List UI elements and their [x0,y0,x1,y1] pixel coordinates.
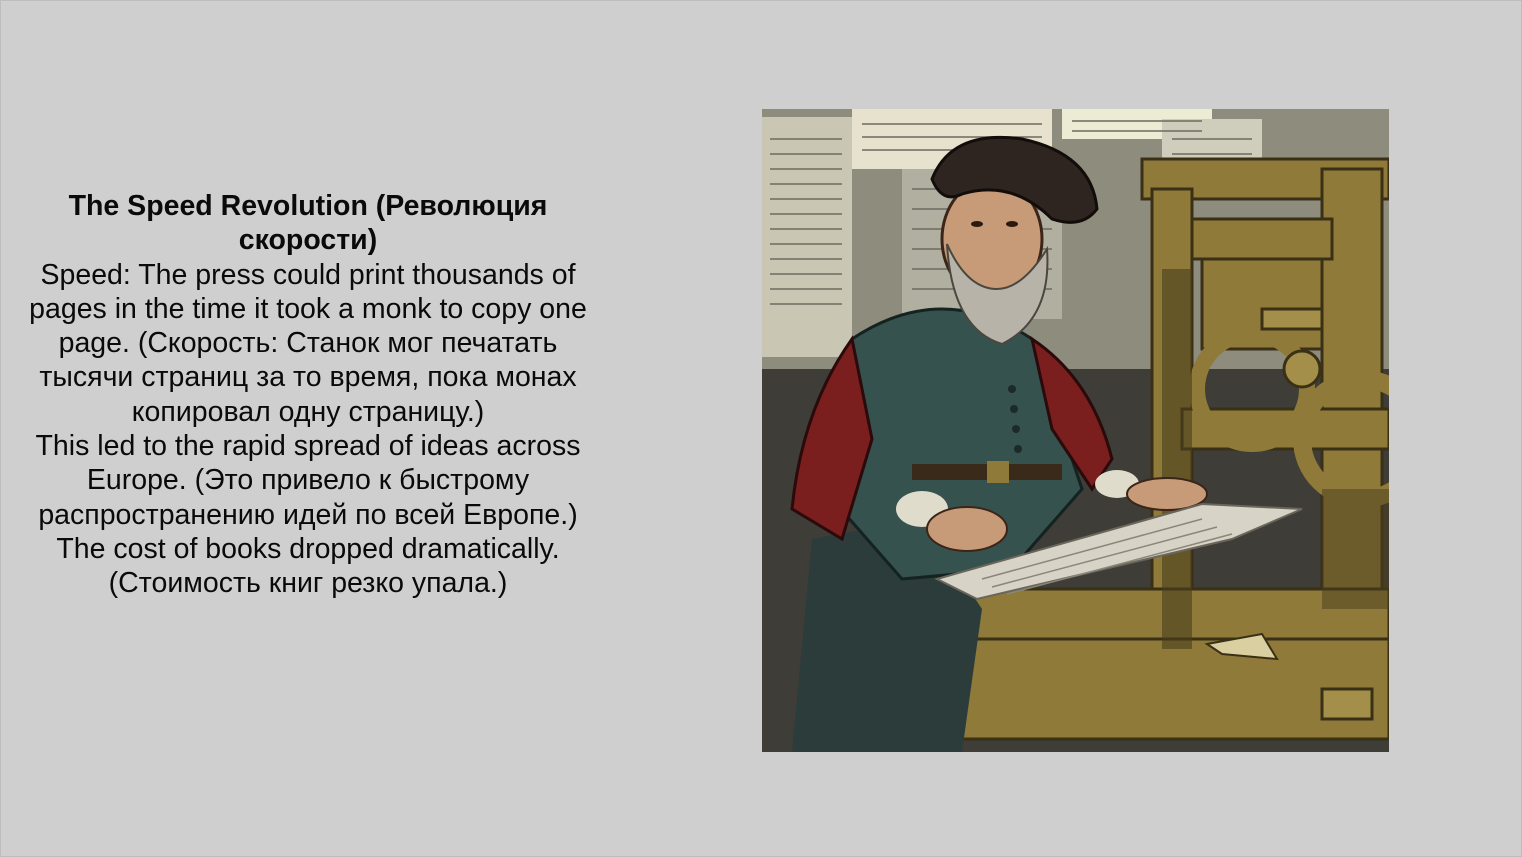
slide-text-block [19,189,597,601]
slide-title: The Speed Revolution (Революция скорости) [68,190,548,257]
printing-press-illustration [762,109,1389,752]
body-paragraph-spread: This led to the rapid spread of ideas across Europe. (Это привело к быстрому распространению идей по всей Европе.) [35,430,581,531]
body-paragraph-speed: Speed: The press could print thousands of pages in the time it took a monk to copy one page. (Скорость: Станок мог печатать тысячи страниц за то время, пока монах копировал одну страницу.) [29,258,587,428]
body-paragraph-cost: The cost of books dropped dramatically. (Стоимость книг резко упала.) [56,532,560,600]
